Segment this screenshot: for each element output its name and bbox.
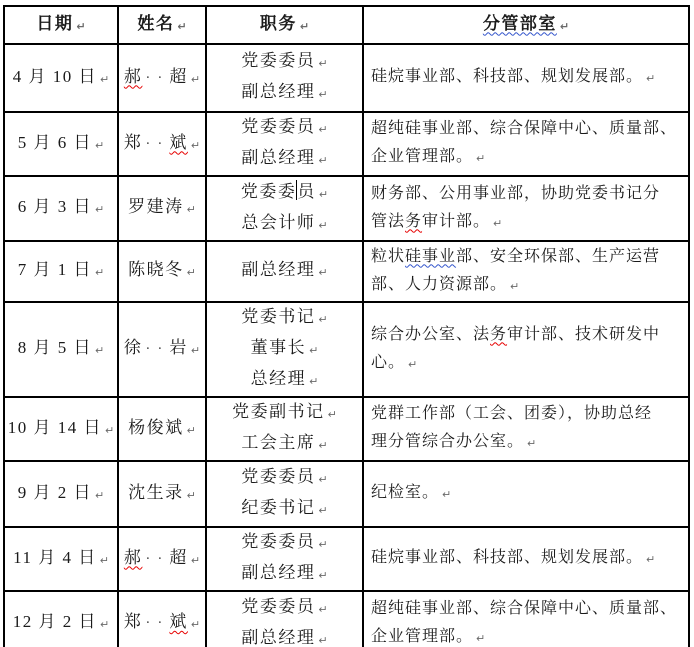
cell-departments[interactable] — [363, 527, 689, 591]
space-dots: ·· — [145, 341, 170, 357]
spell-error-text: 斌 — [169, 612, 188, 631]
cell-position[interactable] — [206, 302, 363, 397]
text-line — [364, 623, 688, 647]
text-run: 党委委员 — [241, 51, 316, 70]
cell-name[interactable] — [118, 591, 206, 647]
cell-date[interactable] — [4, 397, 118, 461]
duty-schedule-table — [3, 5, 690, 647]
text-run: 罗建涛 — [128, 197, 184, 216]
text-run: 党委书记 — [241, 307, 316, 326]
text-line — [5, 193, 117, 224]
cell-name[interactable] — [118, 461, 206, 527]
paragraph-mark-icon: ↵ — [95, 344, 105, 357]
spell-error-text: 斌 — [169, 132, 188, 152]
cell-position[interactable] — [206, 241, 363, 302]
text-run: 日期 — [36, 13, 74, 33]
table-row — [4, 112, 689, 176]
table-row — [4, 527, 689, 591]
space-dots: ·· — [145, 135, 170, 152]
paragraph-mark-icon: ↵ — [186, 203, 196, 216]
grammar-error-text: 分管部室 — [482, 13, 557, 33]
cell-departments[interactable] — [363, 44, 689, 112]
text-run: 10 月 14 日 — [7, 417, 103, 437]
cell-departments[interactable] — [363, 397, 689, 461]
text-run: 12 月 2 日 — [12, 612, 98, 631]
cell-position[interactable] — [206, 461, 363, 527]
paragraph-mark-icon: ↵ — [646, 72, 656, 85]
grammar-error-text: 硅事业 — [405, 247, 457, 265]
cell-departments[interactable] — [363, 176, 689, 241]
space-dots: ·· — [145, 550, 170, 567]
text-line — [119, 256, 205, 287]
cell-position[interactable] — [206, 527, 363, 591]
text-line — [207, 10, 362, 41]
text-run: 财务部、公用事业部，协助党委书记分 — [371, 184, 661, 202]
paragraph-mark-icon: ↵ — [646, 553, 656, 566]
text-line — [364, 595, 688, 623]
text-line — [119, 479, 205, 510]
paragraph-mark-icon: ↵ — [318, 569, 328, 582]
text-run: 超纯硅事业部、综合保障中心、质量部、 — [371, 120, 678, 137]
text-line — [364, 115, 688, 143]
cell-date[interactable] — [4, 591, 118, 647]
cell-date[interactable] — [4, 527, 118, 591]
paragraph-mark-icon: ↵ — [318, 504, 328, 517]
text-run: 党委副书记 — [232, 402, 325, 421]
cell-name[interactable] — [118, 176, 206, 241]
text-run: 7 月 1 日 — [17, 260, 93, 279]
text-run: 党委委员 — [241, 467, 316, 486]
text-run: 超纯硅事业部、综合保障中心、质量部、 — [371, 599, 678, 617]
text-run: 副总经理 — [241, 627, 316, 647]
header-name — [118, 6, 206, 44]
cell-position[interactable] — [206, 591, 363, 647]
paragraph-mark-icon: ↵ — [318, 218, 328, 232]
paragraph-mark-icon: ↵ — [408, 357, 418, 371]
cell-position[interactable] — [206, 112, 363, 176]
paragraph-mark-icon: ↵ — [318, 123, 328, 136]
spell-error-text: 郝 — [123, 547, 143, 567]
text-run: 副总经理 — [241, 148, 316, 167]
text-run: 姓名 — [137, 13, 175, 33]
text-line — [364, 271, 688, 301]
cell-name[interactable] — [118, 112, 206, 176]
paragraph-mark-icon: ↵ — [190, 138, 201, 152]
paragraph-mark-icon: ↵ — [105, 423, 115, 437]
text-line — [207, 463, 362, 494]
text-run: 职务 — [259, 13, 297, 33]
paragraph-mark-icon: ↵ — [186, 266, 196, 279]
paragraph-mark-icon: ↵ — [95, 203, 105, 216]
table-row — [4, 397, 689, 461]
text-run: 董事长 — [250, 338, 307, 357]
paragraph-mark-icon: ↵ — [95, 488, 105, 502]
cell-departments[interactable] — [363, 112, 689, 176]
space-dots: ·· — [145, 615, 170, 631]
text-line — [119, 608, 205, 639]
text-run: 郑 — [123, 612, 143, 631]
paragraph-mark-icon: ↵ — [309, 375, 319, 388]
text-run: 部、人力资源部。 — [371, 275, 508, 293]
text-run: 11 月 4 日 — [13, 547, 97, 567]
text-line — [207, 528, 362, 559]
paragraph-mark-icon: ↵ — [95, 138, 105, 152]
text-line — [119, 334, 205, 365]
text-run: 郑 — [123, 132, 143, 152]
paragraph-mark-icon: ↵ — [309, 344, 319, 357]
text-run: 硅烷事业部、科技部、规划发展部。 — [371, 549, 644, 566]
paragraph-mark-icon: ↵ — [190, 553, 201, 567]
text-line — [364, 544, 688, 574]
text-line — [207, 624, 362, 647]
text-run: 陈晓冬 — [128, 260, 184, 279]
text-line — [5, 256, 117, 287]
paragraph-mark-icon: ↵ — [190, 72, 201, 86]
cell-date[interactable] — [4, 302, 118, 397]
text-line — [364, 63, 688, 93]
text-line — [207, 365, 362, 396]
text-run: 9 月 2 日 — [17, 482, 93, 502]
text-run: 党委委 — [240, 181, 297, 201]
text-run: 党群工作部（工会、团委），协助总经 — [371, 405, 653, 422]
text-run: 杨俊斌 — [128, 417, 184, 437]
text-line — [119, 414, 205, 445]
cell-position[interactable] — [206, 176, 363, 241]
header-position — [206, 6, 363, 44]
table-row — [4, 302, 689, 397]
paragraph-mark-icon: ↵ — [442, 488, 452, 501]
paragraph-mark-icon: ↵ — [299, 19, 310, 33]
spell-error-text: 务 — [490, 325, 508, 343]
text-run: 超 — [169, 547, 188, 567]
cell-position[interactable] — [206, 397, 363, 461]
table-body — [4, 44, 689, 647]
text-line — [207, 303, 362, 334]
paragraph-mark-icon: ↵ — [559, 19, 570, 33]
text-line — [207, 78, 362, 109]
paragraph-mark-icon: ↵ — [100, 618, 110, 631]
spell-error-text: 郝 — [123, 66, 143, 86]
text-line — [207, 429, 362, 460]
cell-date[interactable] — [4, 176, 118, 241]
text-run: 8 月 5 日 — [17, 338, 93, 357]
text-run: 工会主席 — [241, 433, 316, 452]
text-run: 综合办公室、法 — [371, 325, 491, 343]
text-line — [207, 334, 362, 365]
paragraph-mark-icon: ↵ — [476, 631, 486, 645]
cell-departments[interactable] — [363, 241, 689, 302]
paragraph-mark-icon: ↵ — [318, 313, 328, 326]
cell-name[interactable] — [118, 302, 206, 397]
text-run: 管法 — [371, 212, 406, 230]
text-line — [119, 129, 205, 160]
cell-departments[interactable] — [363, 461, 689, 527]
text-line — [5, 63, 117, 94]
cell-departments[interactable] — [363, 591, 689, 647]
text-line — [5, 10, 117, 41]
text-line — [207, 47, 362, 78]
text-line — [207, 494, 362, 525]
text-line — [364, 321, 688, 349]
text-line — [364, 143, 688, 173]
paragraph-mark-icon: ↵ — [318, 633, 328, 647]
text-run: 总会计师 — [241, 212, 316, 232]
text-line — [5, 479, 117, 510]
text-line — [207, 209, 362, 240]
text-line — [5, 414, 117, 445]
text-line — [207, 593, 362, 624]
text-run: 副总经理 — [241, 563, 316, 582]
text-line — [119, 63, 205, 94]
cell-date[interactable] — [4, 112, 118, 176]
text-run: 硅烷事业部、科技部、规划发展部。 — [371, 68, 644, 85]
paragraph-mark-icon: ↵ — [318, 473, 328, 486]
text-run: 超 — [169, 66, 188, 86]
text-run: 心。 — [371, 353, 406, 371]
text-run: 审计部、技术研发中 — [507, 325, 661, 343]
cell-name[interactable] — [118, 527, 206, 591]
text-run: 企业管理部。 — [371, 627, 474, 645]
paragraph-mark-icon: ↵ — [318, 88, 328, 101]
cell-position[interactable] — [206, 44, 363, 112]
cell-date[interactable] — [4, 44, 118, 112]
text-run: 纪委书记 — [241, 498, 316, 517]
header-date — [4, 6, 118, 44]
text-line — [5, 334, 117, 365]
text-line — [364, 10, 688, 41]
text-line — [364, 349, 688, 379]
paragraph-mark-icon: ↵ — [318, 439, 328, 452]
table-row — [4, 591, 689, 647]
text-run: 总经理 — [250, 369, 307, 388]
paragraph-mark-icon: ↵ — [186, 423, 196, 437]
text-line — [207, 113, 362, 144]
text-line — [5, 608, 117, 639]
text-run: 徐 — [123, 338, 143, 357]
text-run: 4 月 10 日 — [12, 66, 98, 86]
table-row — [4, 241, 689, 302]
table-row — [4, 44, 689, 112]
text-line — [364, 180, 688, 208]
text-line — [207, 178, 362, 209]
paragraph-mark-icon: ↵ — [318, 187, 329, 201]
paragraph-mark-icon: ↵ — [476, 152, 486, 165]
text-run: 企业管理部。 — [371, 148, 474, 165]
cell-date[interactable] — [4, 241, 118, 302]
text-run: 理分管综合办公室。 — [371, 433, 525, 450]
paragraph-mark-icon: ↵ — [95, 266, 105, 279]
paragraph-mark-icon: ↵ — [177, 19, 187, 33]
text-run: 5 月 6 日 — [17, 132, 93, 152]
paragraph-mark-icon: ↵ — [190, 618, 201, 631]
text-run: 党委委员 — [241, 117, 316, 136]
cell-name[interactable] — [118, 397, 206, 461]
table-row — [4, 461, 689, 527]
text-line — [119, 193, 205, 224]
paragraph-mark-icon: ↵ — [190, 344, 201, 357]
paragraph-mark-icon: ↵ — [493, 216, 503, 230]
paragraph-mark-icon: ↵ — [100, 72, 110, 86]
text-run: 沈生录 — [128, 482, 184, 502]
table-header — [4, 6, 689, 44]
space-dots: ·· — [145, 69, 170, 86]
paragraph-mark-icon: ↵ — [318, 602, 328, 616]
paragraph-mark-icon: ↵ — [510, 279, 520, 293]
paragraph-mark-icon: ↵ — [318, 538, 328, 551]
text-line — [5, 129, 117, 160]
text-line — [207, 256, 362, 287]
text-line — [119, 10, 205, 41]
text-line — [207, 398, 362, 429]
text-run: 员 — [297, 181, 316, 201]
text-line — [119, 544, 205, 575]
text-run: 副总经理 — [241, 260, 316, 279]
text-run: 岩 — [169, 338, 188, 357]
text-run: 纪检室。 — [371, 484, 440, 501]
paragraph-mark-icon: ↵ — [318, 57, 328, 70]
text-run: 党委委员 — [241, 532, 316, 551]
cell-departments[interactable] — [363, 302, 689, 397]
text-line — [364, 400, 688, 428]
spell-error-text: 务 — [405, 212, 423, 230]
text-run: 粒状 — [371, 247, 406, 265]
cell-date[interactable] — [4, 461, 118, 527]
text-line — [364, 428, 688, 458]
text-run: 部、安全环保部、生产运营 — [456, 247, 661, 265]
paragraph-mark-icon: ↵ — [318, 266, 328, 279]
text-line — [364, 208, 688, 238]
text-run: 6 月 3 日 — [17, 197, 93, 216]
table-row — [4, 176, 689, 241]
cell-name[interactable] — [118, 241, 206, 302]
cell-name[interactable] — [118, 44, 206, 112]
paragraph-mark-icon: ↵ — [318, 154, 328, 167]
text-line — [364, 479, 688, 509]
text-run: 审计部。 — [422, 212, 491, 230]
paragraph-mark-icon: ↵ — [527, 437, 537, 450]
paragraph-mark-icon: ↵ — [99, 553, 109, 567]
text-run: 党委委员 — [241, 596, 316, 616]
text-line — [207, 144, 362, 175]
text-line — [364, 243, 688, 271]
text-run: 副总经理 — [241, 82, 316, 101]
paragraph-mark-icon: ↵ — [76, 19, 86, 33]
header-departments — [363, 6, 689, 44]
paragraph-mark-icon: ↵ — [327, 408, 337, 421]
text-line — [207, 559, 362, 590]
table-header-row — [4, 6, 689, 44]
paragraph-mark-icon: ↵ — [186, 488, 196, 502]
text-line — [5, 544, 117, 575]
